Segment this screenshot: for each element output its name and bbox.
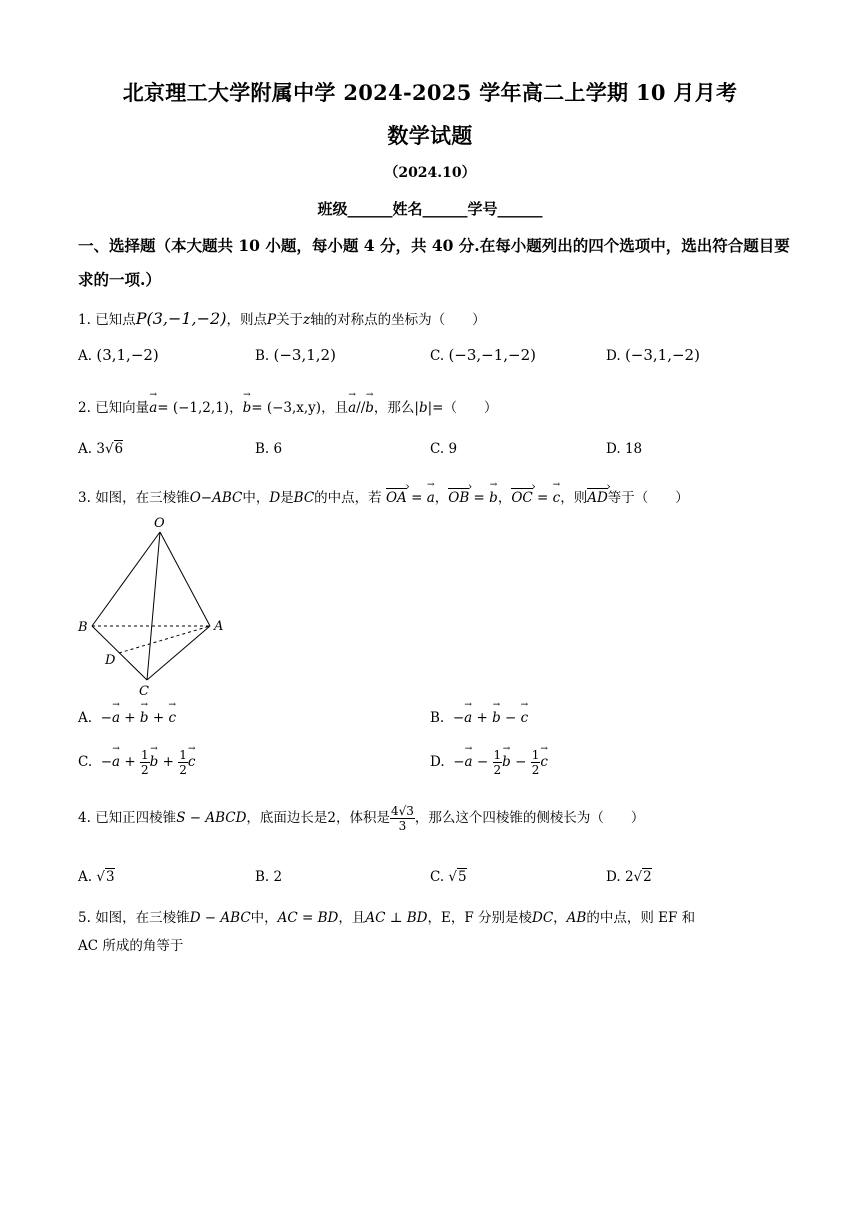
q2-a-value: = (−1,2,1) <box>157 400 230 416</box>
label-c: C <box>139 684 149 699</box>
vector-b: b → <box>243 400 252 416</box>
option-radicand: 5 <box>458 869 467 885</box>
option-label: C. <box>430 441 445 457</box>
question-1 <box>78 308 486 328</box>
q5-ab: AB <box>566 910 587 926</box>
label-o: O <box>154 516 165 531</box>
edge-ob <box>92 532 160 626</box>
q1-text-mid: ，则点 <box>226 312 267 328</box>
q5-dc: DC <box>532 910 554 926</box>
q3-d: D <box>269 490 281 506</box>
name-label: 姓名 <box>392 200 423 218</box>
parallel-symbol: // <box>356 400 366 416</box>
q5-line2: AC 所成的角等于 <box>78 938 184 954</box>
option-label: A. <box>78 710 93 726</box>
q3-option-d[interactable]: D. −a → − $\frac{1}{2}$ b → − $\frac{1}{2}$ c → <box>430 748 548 777</box>
exam-title: 北京理工大学附属中学 2024-2025 学年高二上学期 10 月月考 <box>122 80 738 105</box>
q5-text: 如图，在三棱锥 <box>95 910 190 926</box>
vector-oa: OA › <box>386 488 407 506</box>
q4-volume-fraction <box>390 804 415 833</box>
q2-text-cond: ，且 <box>321 400 349 416</box>
q4-option-d[interactable]: D. 2√2 <box>606 869 652 885</box>
option-text: 18 <box>624 441 643 457</box>
q3-bc: BC <box>293 490 315 506</box>
option-label: A. <box>78 348 93 364</box>
q2-b-value: = (−3,x,y) <box>251 400 322 416</box>
q4-option-a[interactable]: A. √3 <box>78 869 115 885</box>
option-text: (−3,1,−2) <box>624 346 700 364</box>
q4-side: 2 <box>327 810 336 826</box>
fraction-numerator: 4√3 <box>391 804 414 818</box>
option-text: (3,1,−2) <box>96 346 159 364</box>
vector-ad: AD › <box>587 488 608 506</box>
class-blank: ______ <box>347 200 393 218</box>
question-4 <box>78 804 644 833</box>
q3-option-a[interactable]: A. −a → + b → + c → <box>78 710 176 726</box>
option-label: D. <box>606 348 621 364</box>
q4-pyramid: S − ABCD <box>176 810 247 826</box>
q1-option-a[interactable] <box>78 346 159 364</box>
q3-text-mid2: 是 <box>280 490 294 506</box>
question-number: 5. <box>78 910 91 926</box>
id-blank: ______ <box>497 200 543 218</box>
option-coef: 3 <box>96 441 105 457</box>
q5-text-b: 中， <box>250 910 278 926</box>
q3-text-mid: 中， <box>242 490 270 506</box>
q5-tetrahedron: D − ABC <box>189 910 251 926</box>
q5-text-f: 的中点，则 EF 和 <box>586 910 696 926</box>
q1-z: z <box>303 312 311 328</box>
q3-text-post: 等于（ ） <box>607 490 689 506</box>
vector-a: a → <box>149 400 157 416</box>
q4-option-c[interactable]: C. √5 <box>430 869 467 885</box>
question-number: 3. <box>78 490 91 506</box>
option-coef: 2 <box>624 869 634 885</box>
q5-text-c: ，且 <box>338 910 366 926</box>
option-label: A. <box>78 869 93 885</box>
question-number: 1. <box>78 312 91 328</box>
option-label: B. <box>255 869 270 885</box>
option-text: 9 <box>448 441 458 457</box>
q1-p: P <box>266 312 277 328</box>
edge-oa <box>160 532 210 626</box>
q2-sep: ， <box>229 400 243 416</box>
segment-ad-dashed <box>119 626 210 653</box>
q1-text-mid2: 关于 <box>276 312 304 328</box>
q4-option-b[interactable] <box>255 869 282 885</box>
vector-b: b → <box>489 490 498 506</box>
q4-text-post: ，那么这个四棱锥的侧棱长为（ ） <box>414 810 645 826</box>
vector-a: a → <box>427 490 435 506</box>
q2-option-b[interactable] <box>255 441 282 457</box>
q2-text-post: ，那么 <box>373 400 415 416</box>
option-text: 6 <box>273 441 283 457</box>
question-3: 3. 如图，在三棱锥O−ABC中，D是BC的中点，若 OA › = a →，OB › = b →，OC › = c →，则AD ›等于（ ） <box>78 486 689 506</box>
vector-c: c → <box>553 490 561 506</box>
q5-text-e: ， <box>553 910 567 926</box>
abs-b: |b| <box>414 400 433 416</box>
label-b: B <box>78 620 88 635</box>
q5-text-d: ，E，F 分别是棱 <box>427 910 532 926</box>
q3-text-mid3: 的中点，若 <box>314 490 382 506</box>
option-label: D. <box>430 754 445 770</box>
student-info-line <box>0 198 860 219</box>
vector-oc: OC › <box>511 488 532 506</box>
tetrahedron-figure <box>72 510 242 700</box>
option-label: A. <box>78 441 93 457</box>
edge-ac <box>147 626 210 680</box>
q4-text: 已知正四棱锥 <box>95 810 177 826</box>
option-radicand: 6 <box>114 441 124 457</box>
exam-subtitle: 数学试题 <box>387 123 473 148</box>
q3-then: ，则 <box>560 490 588 506</box>
edge-oc <box>147 532 160 680</box>
q5-perp: AC ⊥ BD <box>365 910 428 926</box>
question-number: 2. <box>78 400 91 416</box>
q3-text: 如图，在三棱锥 <box>95 490 190 506</box>
option-text: (−3,−1,−2) <box>448 346 537 364</box>
option-label: C. <box>78 754 93 770</box>
option-label: C. <box>430 348 445 364</box>
option-radicand: 2 <box>643 869 652 885</box>
name-blank: ______ <box>422 200 468 218</box>
q3-option-b[interactable]: B. −a → + b → − c → <box>430 710 528 726</box>
q1-text-post: 轴的对称点的坐标为（ ） <box>310 312 486 328</box>
option-radicand: 3 <box>105 869 115 885</box>
exam-date: （2024.10） <box>384 165 476 181</box>
option-label: B. <box>255 348 270 364</box>
option-label: D. <box>606 869 621 885</box>
option-label: D. <box>606 441 621 457</box>
q2-option-d[interactable] <box>606 441 642 457</box>
vector-ob: OB › <box>448 488 469 506</box>
fraction-denominator: 3 <box>398 819 407 833</box>
q2-text: 已知向量 <box>95 400 150 416</box>
q4-text-mid2: ，体积是 <box>336 810 390 826</box>
id-label: 学号 <box>467 200 498 218</box>
q3-option-c[interactable]: C. −a → + $\frac{1}{2}$ b → + $\frac{1}{2}$ c → <box>78 748 195 777</box>
section-heading: 一、选择题（本大题共 10 小题，每小题 4 分，共 40 分.在每小题列出的四个选项中，选出符合题目要求的一项.） <box>78 236 790 289</box>
option-text: 2 <box>273 869 283 885</box>
q1-option-b[interactable] <box>255 346 336 364</box>
label-d: D <box>105 653 116 668</box>
class-label: 班级 <box>317 200 348 218</box>
q1-point: P(3,−1,−2) <box>135 309 227 328</box>
option-text: (−3,1,2) <box>273 346 336 364</box>
label-a: A <box>214 619 224 634</box>
question-5 <box>78 904 790 960</box>
q1-option-c[interactable] <box>430 346 536 364</box>
q1-option-d[interactable] <box>606 346 700 364</box>
q5-eq1: AC = BD <box>277 910 339 926</box>
vector-a: a → <box>348 400 356 416</box>
option-label: B. <box>255 441 270 457</box>
q4-text-mid: ，底面边长是 <box>246 810 328 826</box>
q2-option-c[interactable] <box>430 441 457 457</box>
vector-b: b → <box>365 400 374 416</box>
q1-text: 已知点 <box>95 312 136 328</box>
option-label: B. <box>430 710 445 726</box>
q2-option-a[interactable]: A. 3√6 <box>78 441 124 457</box>
q3-tetrahedron: O−ABC <box>189 490 243 506</box>
question-number: 4. <box>78 810 91 826</box>
option-label: C. <box>430 869 445 885</box>
question-2 <box>78 396 497 416</box>
q2-eq: =（ ） <box>432 400 498 416</box>
